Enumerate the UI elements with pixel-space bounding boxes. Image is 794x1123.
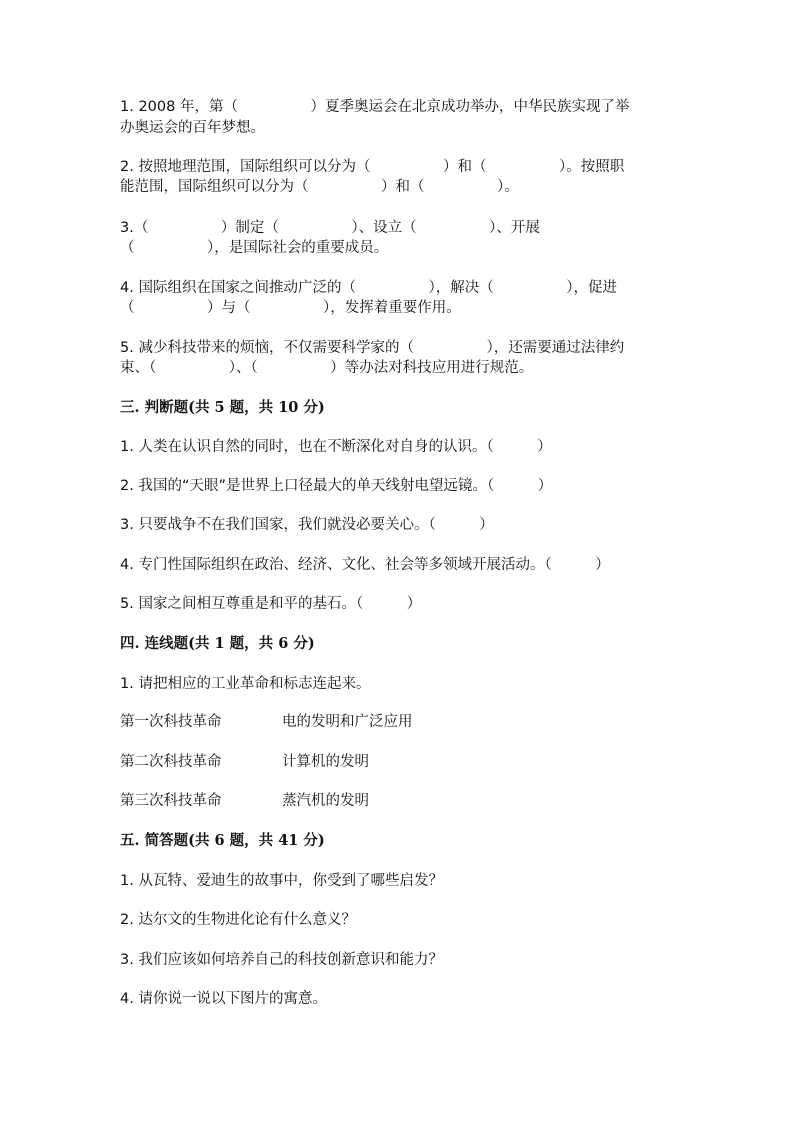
fill-item-3-line-1: 3.（ ）制定（ ）、设立（ ）、开展	[120, 220, 540, 236]
fill-item-5-line-1: 5. 减少科技带来的烦恼，不仅需要科学家的（ ），还需要通过法律约	[120, 340, 625, 356]
fill-item-1-line-1: 1. 2008 年，第（ ）夏季奥运会在北京成功举办，中华民族实现了举	[120, 99, 630, 115]
section-5-heading: 五. 简答题(共 6 题，共 41 分)	[120, 832, 325, 849]
matching-left-1: 第一次科技革命	[120, 714, 222, 730]
matching-prompt: 1. 请把相应的工业革命和标志连起来。	[120, 676, 371, 692]
fill-item-2-line-2: 能范围，国际组织可以分为（ ）和（ ）。	[120, 179, 519, 195]
matching-left-3: 第三次科技革命	[120, 793, 222, 809]
section-4-heading: 四. 连线题(共 1 题，共 6 分)	[120, 635, 315, 652]
fill-item-3-line-2: （ ），是国际社会的重要成员。	[120, 240, 389, 256]
section-3-heading: 三. 判断题(共 5 题，共 10 分)	[120, 399, 325, 416]
matching-left-2: 第二次科技革命	[120, 754, 222, 770]
short-answer-2: 2. 达尔文的生物进化论有什么意义？	[120, 912, 356, 928]
matching-right-3: 蒸汽机的发明	[282, 793, 369, 809]
matching-right-2: 计算机的发明	[282, 754, 369, 770]
short-answer-4: 4. 请你说一说以下图片的寓意。	[120, 991, 327, 1007]
fill-item-4-line-2: （ ）与（ ），发挥着重要作用。	[120, 300, 461, 316]
tf-item-3: 3. 只要战争不在我们国家，我们就没必要关心。（ ）	[120, 517, 494, 533]
fill-item-4-line-1: 4. 国际组织在国家之间推动广泛的（ ），解决（ ），促进	[120, 280, 617, 296]
tf-item-2: 2. 我国的“天眼”是世界上口径最大的单天线射电望远镜。（ ）	[120, 478, 553, 494]
tf-item-5: 5. 国家之间相互尊重是和平的基石。（ ）	[120, 596, 422, 612]
fill-item-5-line-2: 束、（ ）、（ ）等办法对科技应用进行规范。	[120, 360, 534, 376]
short-answer-1: 1. 从瓦特、爱迪生的故事中，你受到了哪些启发？	[120, 873, 443, 889]
tf-item-1: 1. 人类在认识自然的同时，也在不断深化对自身的认识。（ ）	[120, 439, 552, 455]
matching-right-1: 电的发明和广泛应用	[282, 714, 413, 730]
fill-item-1-line-2: 办奥运会的百年梦想。	[120, 120, 265, 136]
tf-item-4: 4. 专门性国际组织在政治、经济、文化、社会等多领域开展活动。（ ）	[120, 557, 610, 573]
fill-item-2-line-1: 2. 按照地理范围，国际组织可以分为（ ）和（ ）。按照职	[120, 159, 625, 175]
short-answer-3: 3. 我们应该如何培养自己的科技创新意识和能力？	[120, 952, 443, 968]
